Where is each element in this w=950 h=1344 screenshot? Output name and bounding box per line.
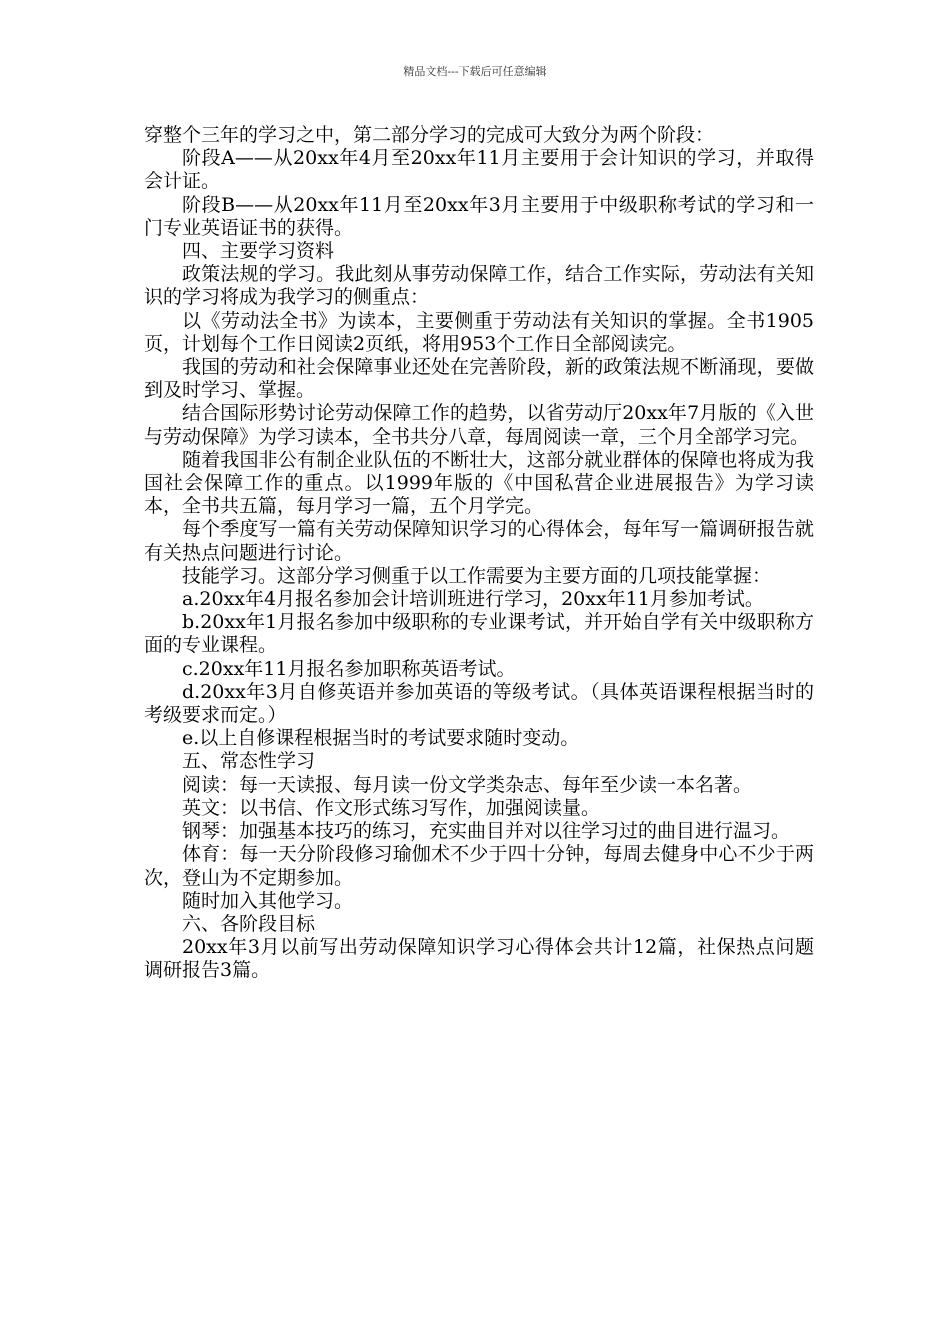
page-header: 精品文档---下载后可任意编辑 bbox=[403, 65, 547, 78]
paragraph: 政策法规的学习。我此刻从事劳动保障工作，结合工作实际，劳动法有关知识的学习将成为我学习的侧重点： bbox=[144, 263, 814, 309]
section-heading: 五、常态性学习 bbox=[182, 750, 316, 773]
paragraph: 我国的劳动和社会保障事业还处在完善阶段，新的政策法规不断涌现，要做到及时学习、掌握。 bbox=[144, 356, 814, 402]
list-item: a.20xx年4月报名参加会计培训班进行学习，20xx年11月参加考试。 bbox=[182, 588, 764, 611]
paragraph: 每个季度写一篇有关劳动保障知识学习的心得体会，每年写一篇调研报告就有关热点问题进行讨论。 bbox=[144, 518, 814, 564]
paragraph: 随着我国非公有制企业队伍的不断壮大，这部分就业群体的保障也将成为我国社会保障工作的重点。以1999年版的《中国私营企业进展报告》为学习读本，全书共五篇，每月学习一篇，五个月学完。 bbox=[144, 448, 814, 518]
paragraph: 体育：每一天分阶段修习瑜伽术不少于四十分钟，每周去健身中心不少于两次，登山为不定期参加。 bbox=[144, 843, 814, 889]
list-item: b.20xx年1月报名参加中级职称的专业课考试，并开始自学有关中级职称方面的专业课程。 bbox=[144, 611, 814, 657]
paragraph: 穿整个三年的学习之中，第二部分学习的完成可大致分为两个阶段： bbox=[144, 124, 715, 146]
list-item: d.20xx年3月自修英语并参加英语的等级考试。（具体英语课程根据当时的考级要求而定。） bbox=[144, 680, 814, 727]
paragraph: 以《劳动法全书》为读本，主要侧重于劳动法有关知识的掌握。全书1905页，计划每个工作日阅读2页纸，将用953个工作日全部阅读完。 bbox=[144, 309, 814, 355]
paragraph: 技能学习。这部分学习侧重于以工作需要为主要方面的几项技能掌握： bbox=[182, 564, 772, 587]
paragraph: 英文：以书信、作文形式练习写作，加强阅读量。 bbox=[182, 796, 601, 819]
paragraph: 阶段B——从20xx年11月至20xx年3月主要用于中级职称考试的学习和一门专业英语证书的获得。 bbox=[144, 193, 814, 239]
paragraph: 20xx年3月以前写出劳动保障知识学习心得体会共计12篇，社保热点问题调研报告3篇。 bbox=[144, 936, 814, 982]
document-body bbox=[144, 124, 814, 983]
paragraph: 随时加入其他学习。 bbox=[182, 889, 354, 912]
section-heading: 四、主要学习资料 bbox=[182, 240, 335, 263]
section-heading: 六、各阶段目标 bbox=[182, 912, 316, 935]
list-item: c.20xx年11月报名参加职称英语考试。 bbox=[182, 657, 516, 680]
paragraph: 钢琴：加强基本技巧的练习，充实曲目并对以往学习过的曲目进行温习。 bbox=[182, 820, 791, 843]
list-item: e.以上自修课程根据当时的考试要求随时变动。 bbox=[182, 727, 580, 750]
paragraph: 阶段A——从20xx年4月至20xx年11月主要用于会计知识的学习，并取得会计证。 bbox=[144, 147, 814, 193]
paragraph: 结合国际形势讨论劳动保障工作的趋势，以省劳动厅20xx年7月版的《入世与劳动保障》为学习读本，全书共分八章，每周阅读一章，三个月全部学习完。 bbox=[144, 402, 814, 448]
paragraph: 阅读：每一天读报、每月读一份文学类杂志、每年至少读一本名著。 bbox=[182, 773, 753, 796]
